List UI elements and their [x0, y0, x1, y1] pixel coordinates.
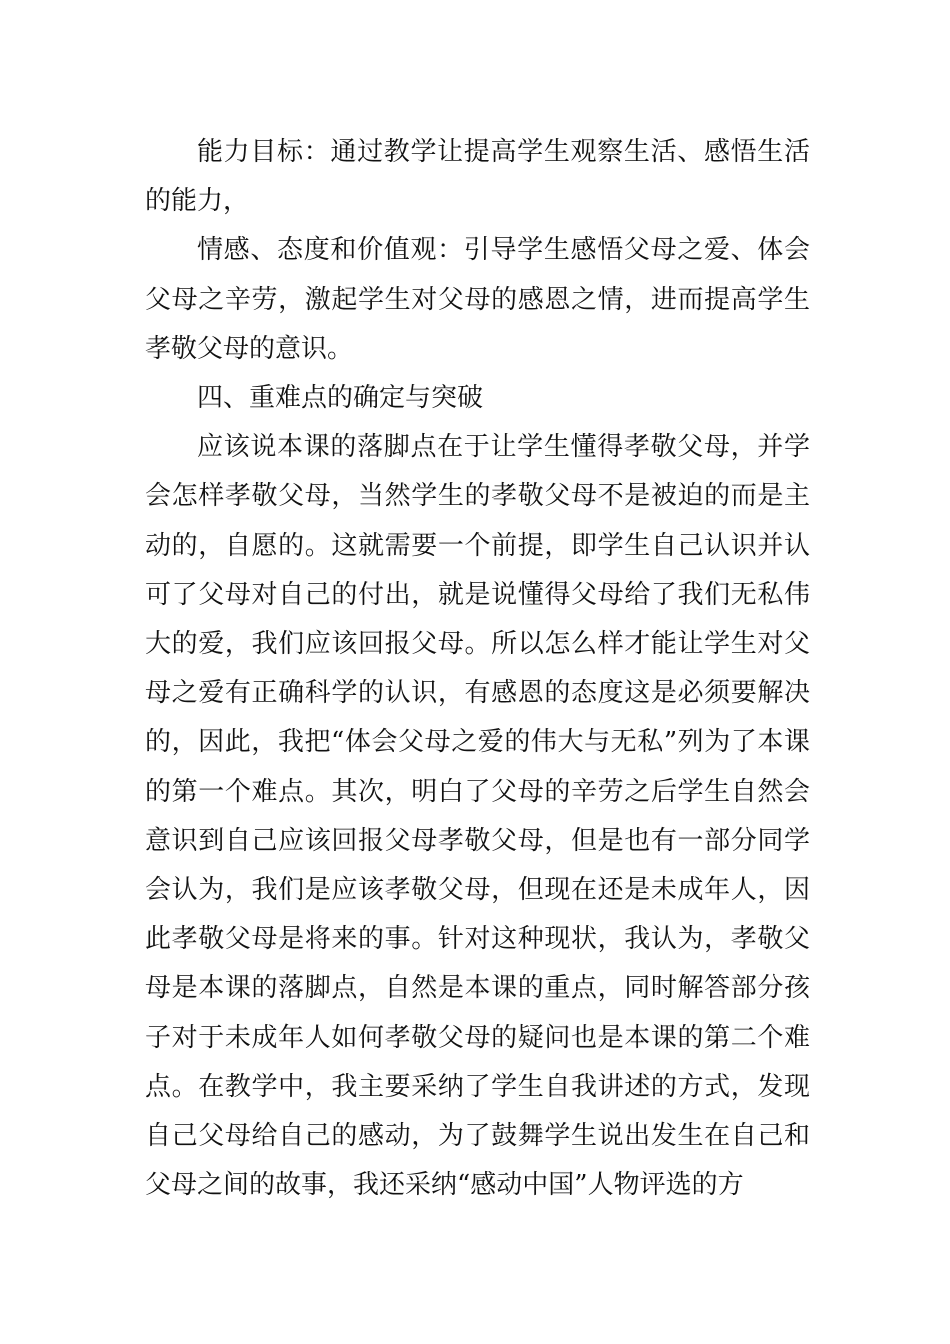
paragraph-key-difficulties-body: 应该说本课的落脚点在于让学生懂得孝敬父母，并学会怎样孝敬父母，当然学生的孝敬父母不是被迫的而是主动的，自愿的。这就需要一个前提，即学生自己认识并认可了父母对自己的付出，就是说懂得父母给了我们无私伟大的爱，我们应该回报父母。所以怎么样才能让学生对父母之爱有正确科学的认识，有感恩的态度这是必须要解决的，因此，我把“体会父母之爱的伟大与无私”列为了本课的第一个难点。其次，明白了父母的辛劳之后学生自然会意识到自己应该回报父母孝敬父母，但是也有一部分同学会认为，我们是应该孝敬父母，但现在还是未成年人，因此孝敬父母是将来的事。针对这种现状，我认为，孝敬父母是本课的落脚点，自然是本课的重点，同时解答部分孩子对于未成年人如何孝敬父母的疑问也是本课的第二个难点。在教学中，我主要采纳了学生自我讲述的方式，发现自己父母给自己的感动，为了鼓舞学生说出发生在自己和父母之间的故事，我还采纳“感动中国”人物评选的方 — [145, 432, 810, 1201]
paragraph-ability-goal: 能力目标：通过教学让提高学生观察生活、感悟生活的能力， — [145, 137, 810, 217]
paragraph-emotion-attitude-values: 情感、态度和价值观：引导学生感悟父母之爱、体会父母之辛劳，激起学生对父母的感恩之情，进而提高学生孝敬父母的意识。 — [145, 235, 810, 364]
document-body — [145, 128, 810, 1210]
section-heading-key-difficulties: 四、重难点的确定与突破 — [197, 383, 484, 414]
